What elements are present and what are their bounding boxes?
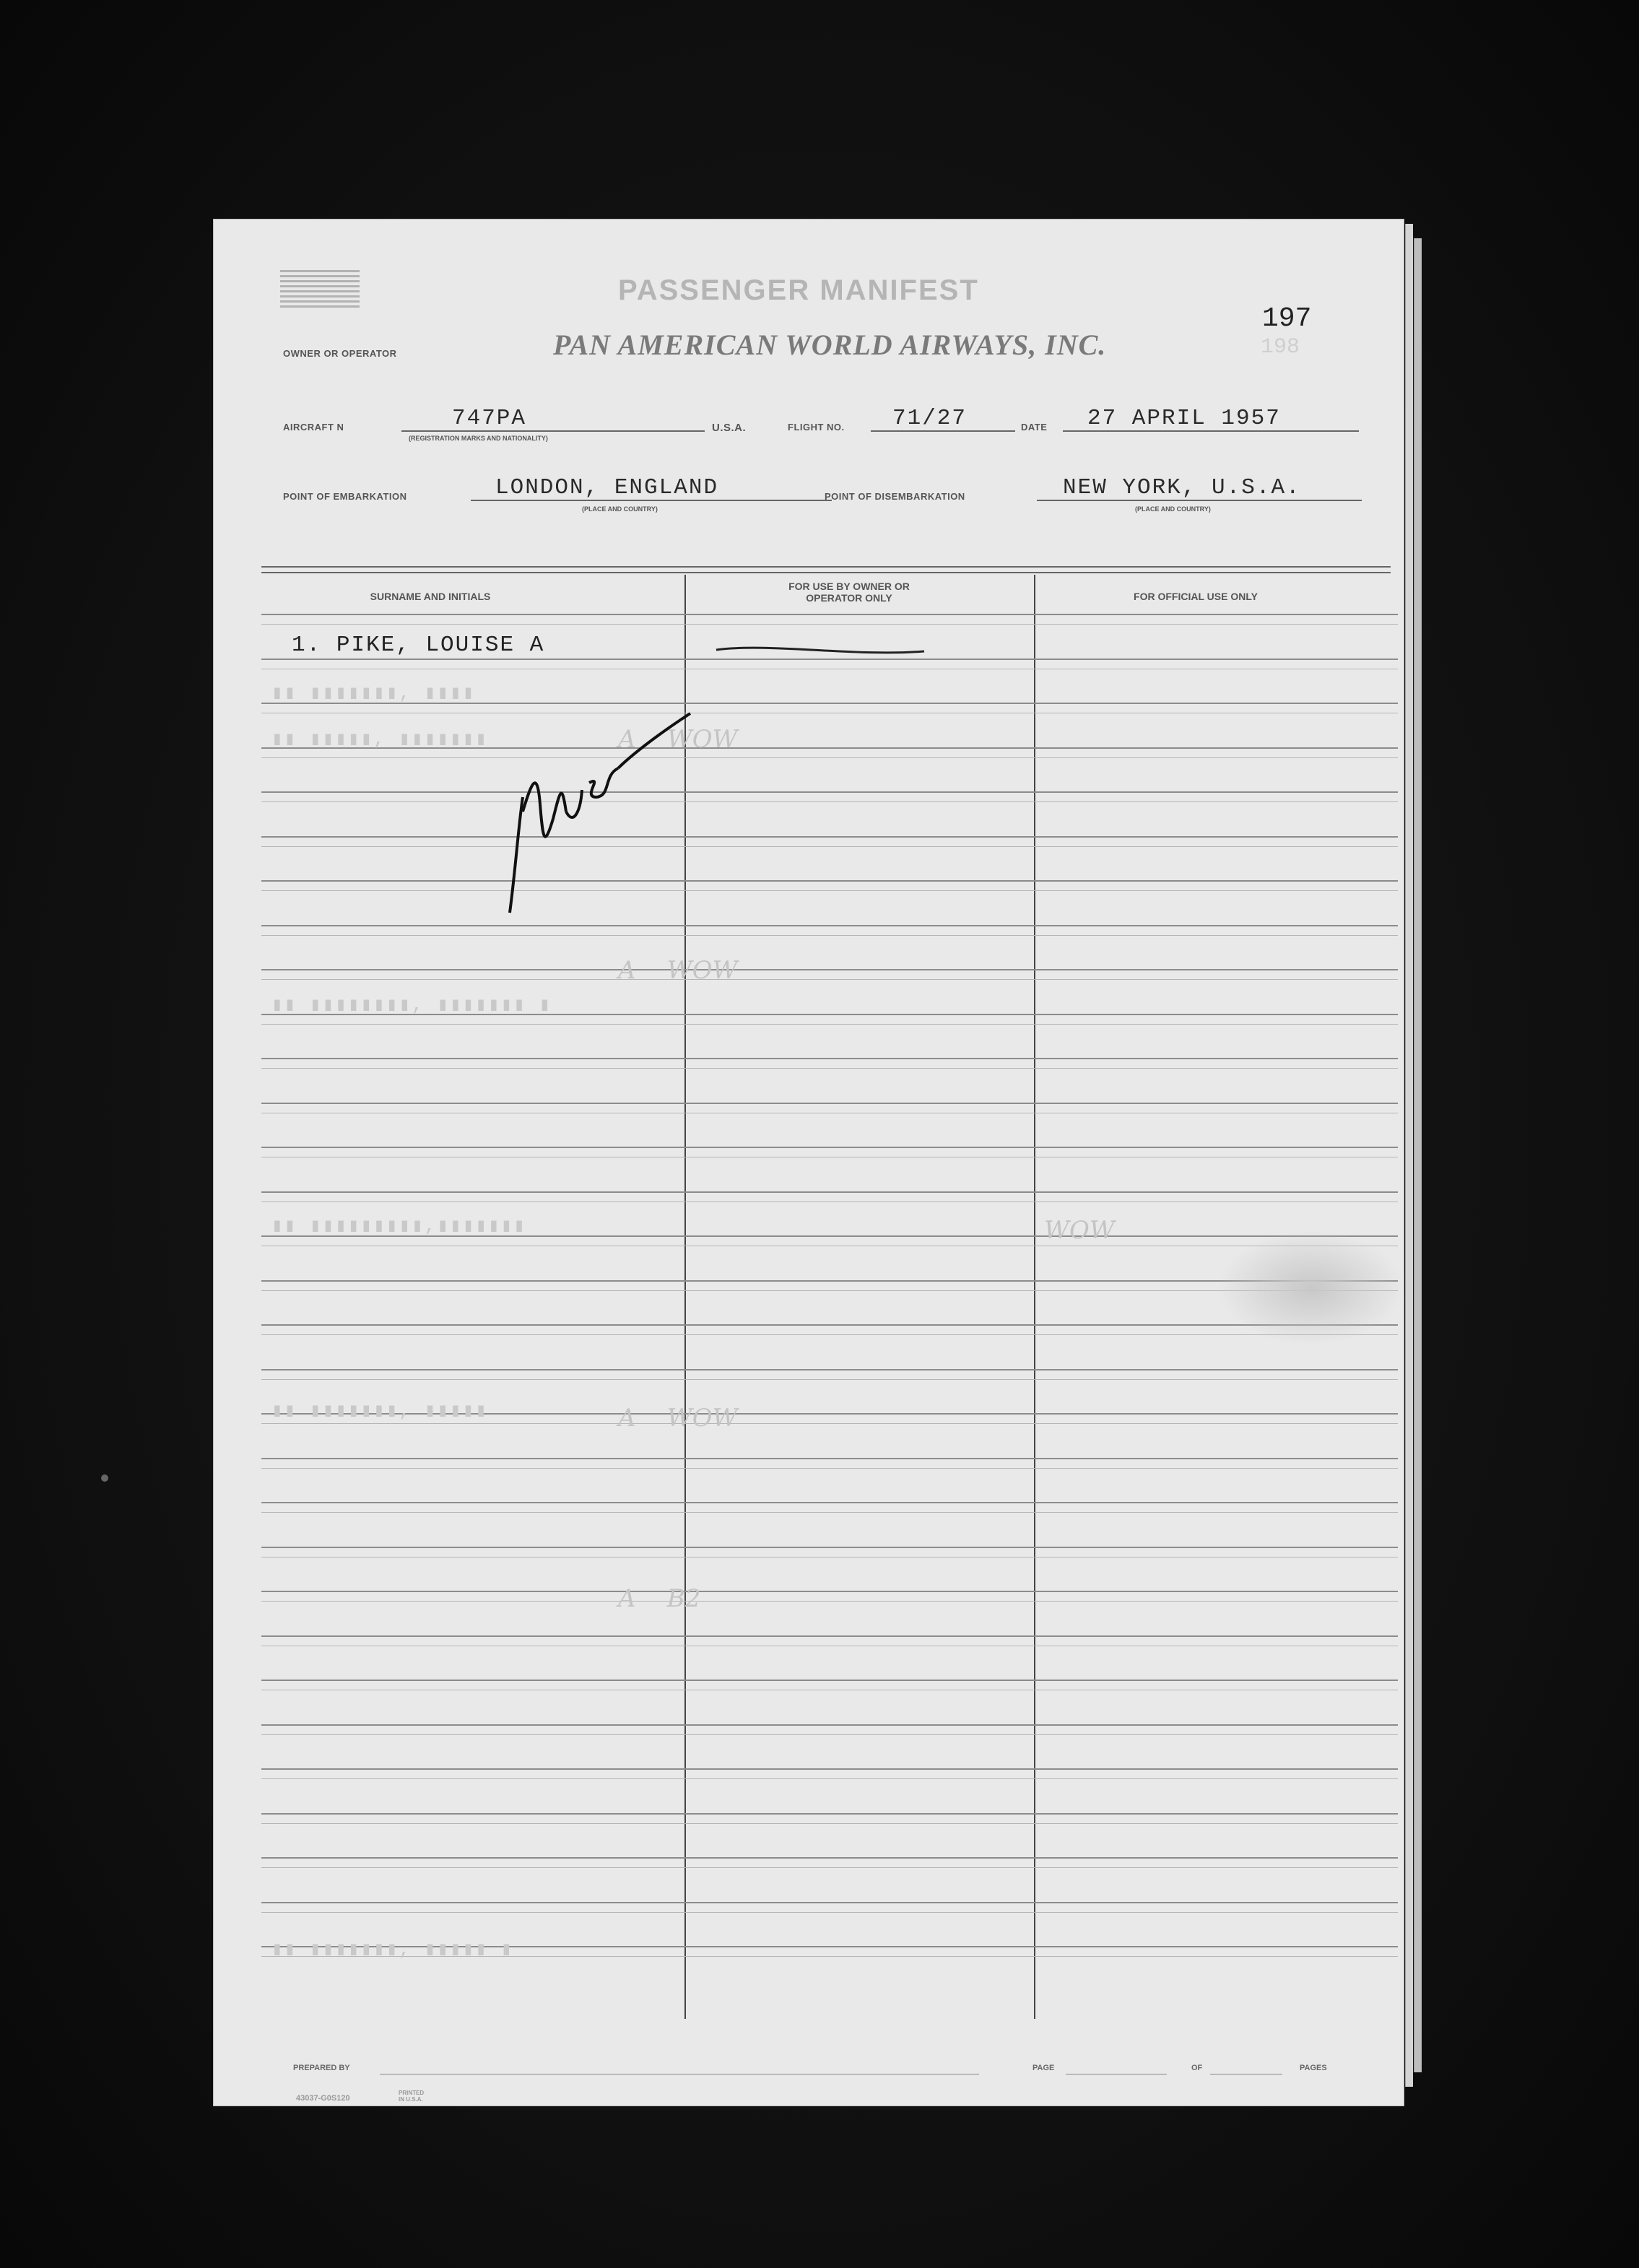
table-top-rule bbox=[261, 566, 1391, 568]
row-rule bbox=[261, 846, 1398, 847]
row-rule bbox=[261, 1867, 1398, 1868]
row-rule bbox=[261, 1379, 1398, 1380]
row-rule bbox=[261, 925, 1398, 926]
bleedthrough-handwriting: A WOW bbox=[618, 725, 738, 754]
row-rule bbox=[261, 1857, 1398, 1859]
bleedthrough-handwriting: WOW bbox=[1044, 1216, 1115, 1245]
row-rule bbox=[261, 801, 1398, 802]
aircraft-underline bbox=[401, 430, 705, 432]
disembarkation-value: NEW YORK, U.S.A. bbox=[1063, 475, 1301, 500]
aircraft-value: 747PA bbox=[452, 406, 527, 431]
page-stack-edge bbox=[1405, 224, 1413, 2087]
page-label: PAGE bbox=[1032, 2064, 1055, 2072]
handwritten-signature bbox=[481, 703, 705, 949]
row-rule bbox=[261, 1147, 1398, 1148]
bleedthrough-row: ▮▮ ▮▮▮▮▮▮▮, ▮▮▮▮ bbox=[271, 682, 476, 704]
printed-in-label: PRINTED IN U.S.A. bbox=[399, 2090, 425, 2103]
row-rule bbox=[261, 880, 1398, 882]
approval-stamp bbox=[280, 270, 360, 308]
aircraft-sublabel: (REGISTRATION MARKS AND NATIONALITY) bbox=[409, 435, 548, 442]
row-rule bbox=[261, 1068, 1398, 1069]
row-rule bbox=[261, 624, 1398, 625]
date-underline bbox=[1063, 430, 1359, 432]
table-top-rule-2 bbox=[261, 572, 1391, 573]
row-rule bbox=[261, 1058, 1398, 1059]
row-rule bbox=[261, 1591, 1398, 1592]
bleedthrough-handwriting: A B2 bbox=[618, 1584, 701, 1613]
row-rule bbox=[261, 1813, 1398, 1815]
bleedthrough-row: ▮▮ ▮▮▮▮▮▮▮, ▮▮▮▮▮ ▮ bbox=[271, 1939, 514, 1960]
row-rule bbox=[261, 1734, 1398, 1735]
page-number: 197 bbox=[1262, 303, 1312, 334]
prepared-by-label: PREPARED BY bbox=[293, 2064, 350, 2072]
manifest-page bbox=[214, 220, 1404, 2106]
date-label: DATE bbox=[1021, 422, 1048, 433]
row-rule bbox=[261, 1724, 1398, 1726]
row-rule bbox=[261, 1680, 1398, 1681]
row-rule bbox=[261, 836, 1398, 838]
row-rule bbox=[261, 1768, 1398, 1770]
row-rule bbox=[261, 1902, 1398, 1903]
row-rule bbox=[261, 1423, 1398, 1424]
passenger-entry-1 bbox=[292, 633, 544, 658]
row-rule bbox=[261, 969, 1398, 970]
smudge bbox=[1217, 1230, 1405, 1346]
form-number: 43037-G0S120 bbox=[296, 2094, 350, 2103]
row-rule bbox=[261, 1103, 1398, 1104]
row-rule bbox=[261, 890, 1398, 891]
column-header-surname: SURNAME AND INITIALS bbox=[370, 591, 491, 602]
row-rule bbox=[261, 935, 1398, 936]
row-rule bbox=[261, 1778, 1398, 1779]
row-rule bbox=[261, 1468, 1398, 1469]
pages-label: PAGES bbox=[1300, 2064, 1327, 2072]
of-label: OF bbox=[1191, 2064, 1203, 2072]
embarkation-sublabel: (PLACE AND COUNTRY) bbox=[582, 505, 658, 513]
column-header-owner: FOR USE BY OWNER OR OPERATOR ONLY bbox=[788, 581, 910, 604]
flight-underline bbox=[871, 430, 1015, 432]
row-rule bbox=[261, 1547, 1398, 1548]
row-rule bbox=[261, 614, 1398, 615]
row-rule bbox=[261, 1823, 1398, 1824]
row-rule bbox=[261, 1512, 1398, 1513]
page-number-bleedthrough: 198 bbox=[1261, 335, 1300, 360]
flight-value: 71/27 bbox=[892, 406, 968, 431]
aircraft-label: AIRCRAFT N bbox=[283, 422, 344, 433]
row-rule bbox=[261, 1024, 1398, 1025]
embarkation-label: POINT OF EMBARKATION bbox=[283, 491, 407, 502]
disembarkation-underline bbox=[1037, 500, 1362, 501]
row-rule bbox=[261, 1458, 1398, 1459]
row-rule bbox=[261, 791, 1398, 793]
owner-label: OWNER OR OPERATOR bbox=[283, 348, 397, 359]
disembarkation-sublabel: (PLACE AND COUNTRY) bbox=[1135, 505, 1211, 513]
column-header-official: FOR OFFICIAL USE ONLY bbox=[1134, 591, 1258, 602]
row-rule bbox=[261, 979, 1398, 980]
disembarkation-label: POINT OF DISEMBARKATION bbox=[825, 491, 965, 502]
scan-speck bbox=[101, 1474, 108, 1482]
usa-label: U.S.A. bbox=[712, 422, 747, 434]
entry-name: PIKE, LOUISE A bbox=[336, 633, 545, 658]
owner-column-dash bbox=[712, 635, 929, 664]
row-rule bbox=[261, 1601, 1398, 1602]
row-rule bbox=[261, 1635, 1398, 1637]
flight-label: FLIGHT NO. bbox=[788, 422, 845, 433]
row-rule bbox=[261, 1369, 1398, 1370]
bleedthrough-row: ▮▮ ▮▮▮▮▮▮▮▮▮,▮▮▮▮▮▮▮ bbox=[271, 1215, 526, 1237]
row-rule bbox=[261, 1912, 1398, 1913]
entry-number: 1. bbox=[292, 633, 322, 658]
owner-value: PAN AMERICAN WORLD AIRWAYS, INC. bbox=[553, 329, 1107, 361]
bleedthrough-handwriting: A WOW bbox=[618, 956, 738, 985]
embarkation-underline bbox=[471, 500, 832, 501]
page-stack-edge bbox=[1414, 238, 1422, 2072]
row-rule bbox=[261, 1502, 1398, 1503]
row-rule bbox=[261, 757, 1398, 758]
date-value: 27 APRIL 1957 bbox=[1087, 406, 1281, 431]
embarkation-value: LONDON, ENGLAND bbox=[495, 475, 719, 500]
document-title: PASSENGER MANIFEST bbox=[618, 274, 979, 306]
bleedthrough-handwriting: A WOW bbox=[618, 1404, 738, 1433]
bleedthrough-row: ▮▮ ▮▮▮▮▮▮▮, ▮▮▮▮▮ bbox=[271, 1400, 488, 1422]
row-rule bbox=[261, 1191, 1398, 1193]
bleedthrough-row: ▮▮ ▮▮▮▮▮, ▮▮▮▮▮▮▮ bbox=[271, 729, 488, 750]
bleedthrough-row: ▮▮ ▮▮▮▮▮▮▮▮, ▮▮▮▮▮▮▮ ▮ bbox=[271, 994, 552, 1016]
